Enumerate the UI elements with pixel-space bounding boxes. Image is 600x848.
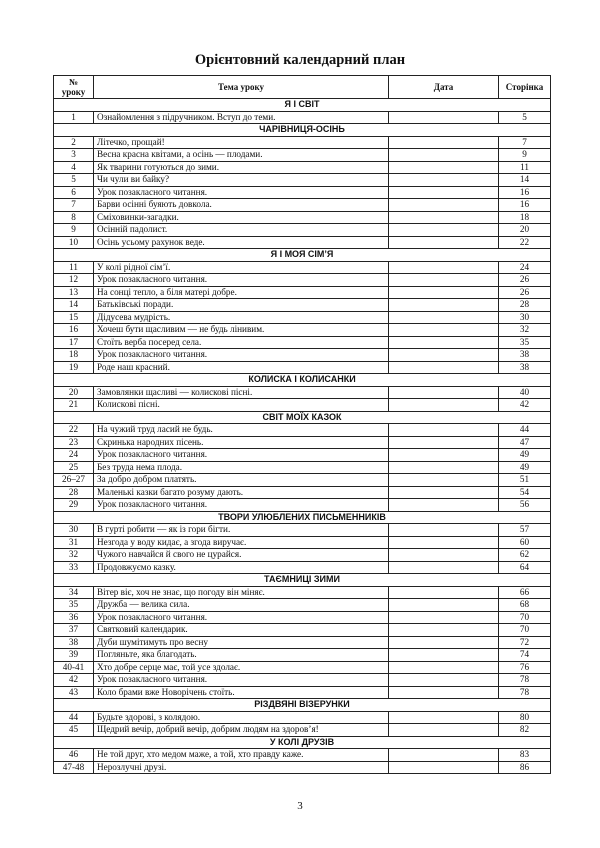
lesson-topic-cell: Колискові пісні. — [94, 399, 389, 412]
lesson-number-cell: 30 — [54, 524, 94, 537]
lesson-topic-cell: Маленькі казки багато розуму дають. — [94, 486, 389, 499]
lesson-date-cell — [389, 199, 499, 212]
lesson-page-cell: 80 — [499, 711, 551, 724]
lesson-topic-cell: Коло брами вже Новорічень стоїть. — [94, 686, 389, 699]
section-row — [54, 699, 551, 712]
lesson-page-cell: 60 — [499, 536, 551, 549]
lesson-date-cell — [389, 261, 499, 274]
lesson-date-cell — [389, 311, 499, 324]
lesson-page-cell: 7 — [499, 136, 551, 149]
section-title: Я І СВІТ — [54, 99, 551, 112]
table-row — [54, 111, 551, 124]
table-row — [54, 311, 551, 324]
lesson-date-cell — [389, 286, 499, 299]
lesson-topic-cell: Погляньте, яка благодать. — [94, 649, 389, 662]
lesson-topic-cell: Урок позакласного читання. — [94, 186, 389, 199]
section-title: ТВОРИ УЛЮБЛЕНИХ ПИСЬМЕННИКІВ — [54, 511, 551, 524]
header-date: Дата — [389, 76, 499, 99]
lesson-number-cell: 18 — [54, 349, 94, 362]
lesson-date-cell — [389, 611, 499, 624]
lesson-date-cell — [389, 224, 499, 237]
lesson-date-cell — [389, 474, 499, 487]
lesson-date-cell — [389, 461, 499, 474]
lesson-topic-cell: Весна красна квітами, а осінь — плодами. — [94, 149, 389, 162]
table-row — [54, 449, 551, 462]
lesson-number-cell: 35 — [54, 599, 94, 612]
lesson-page-cell: 57 — [499, 524, 551, 537]
section-row — [54, 574, 551, 587]
lesson-date-cell — [389, 561, 499, 574]
header-lesson-number — [54, 76, 94, 99]
lesson-number-cell: 34 — [54, 586, 94, 599]
table-row — [54, 661, 551, 674]
lesson-topic-cell: Щедрий вечір, добрий вечір, добрим людям на здоров’я! — [94, 724, 389, 737]
lesson-number-cell: 37 — [54, 624, 94, 637]
table-row — [54, 199, 551, 212]
lesson-page-cell: 16 — [499, 199, 551, 212]
lesson-date-cell — [389, 624, 499, 637]
lesson-page-cell: 68 — [499, 599, 551, 612]
lesson-number-cell: 1 — [54, 111, 94, 124]
lesson-number-cell: 11 — [54, 261, 94, 274]
lesson-number-cell: 40-41 — [54, 661, 94, 674]
lesson-topic-cell: Чужого навчайся й свого не цурайся. — [94, 549, 389, 562]
lesson-date-cell — [389, 324, 499, 337]
lesson-page-cell: 76 — [499, 661, 551, 674]
lesson-topic-cell: Незгода у воду кидає, а згода виручає. — [94, 536, 389, 549]
lesson-topic-cell: Стоїть верба посеред села. — [94, 336, 389, 349]
table-body — [54, 99, 551, 774]
table-row — [54, 761, 551, 774]
section-title: КОЛИСКА І КОЛИСАНКИ — [54, 374, 551, 387]
lesson-date-cell — [389, 711, 499, 724]
lesson-page-cell: 44 — [499, 424, 551, 437]
table-row — [54, 299, 551, 312]
section-row — [54, 374, 551, 387]
table-row — [54, 674, 551, 687]
section-row — [54, 249, 551, 262]
lesson-number-cell: 19 — [54, 361, 94, 374]
header-page: Сторінка — [499, 76, 551, 99]
lesson-page-cell: 35 — [499, 336, 551, 349]
page-title: Орієнтовний календарний план — [194, 52, 406, 68]
lesson-topic-cell: Замовлянки щасливі — колискові пісні. — [94, 386, 389, 399]
lesson-date-cell — [389, 586, 499, 599]
section-title: СВІТ МОЇХ КАЗОК — [54, 411, 551, 424]
lesson-page-cell: 38 — [499, 349, 551, 362]
lesson-topic-cell: Урок позакласного читання. — [94, 499, 389, 512]
lesson-topic-cell: Сміховинки-загадки. — [94, 211, 389, 224]
lesson-number-cell: 21 — [54, 399, 94, 412]
lesson-date-cell — [389, 111, 499, 124]
lesson-number-cell: 22 — [54, 424, 94, 437]
lesson-number-cell: 23 — [54, 436, 94, 449]
lesson-topic-cell: Дуби шумітимуть про весну — [94, 636, 389, 649]
lesson-number-cell: 5 — [54, 174, 94, 187]
lesson-number-cell: 24 — [54, 449, 94, 462]
table-row — [54, 524, 551, 537]
lesson-page-cell: 72 — [499, 636, 551, 649]
lesson-topic-cell: Урок позакласного читання. — [94, 274, 389, 287]
header-lesson-word: уроку — [61, 87, 86, 97]
lesson-page-cell: 51 — [499, 474, 551, 487]
lesson-topic-cell: Не той друг, хто медом маже, а той, хто правду каже. — [94, 749, 389, 762]
lesson-date-cell — [389, 274, 499, 287]
lesson-date-cell — [389, 749, 499, 762]
table-row — [54, 136, 551, 149]
lesson-date-cell — [389, 449, 499, 462]
table-row — [54, 724, 551, 737]
lesson-topic-cell: Літечко, прощай! — [94, 136, 389, 149]
lesson-date-cell — [389, 186, 499, 199]
lesson-topic-cell: Скринька народних пісень. — [94, 436, 389, 449]
lesson-date-cell — [389, 636, 499, 649]
table-row — [54, 361, 551, 374]
table-row — [54, 236, 551, 249]
lesson-number-cell: 3 — [54, 149, 94, 162]
lesson-page-cell: 30 — [499, 311, 551, 324]
lesson-topic-cell: Продовжуємо казку. — [94, 561, 389, 574]
lesson-number-cell: 8 — [54, 211, 94, 224]
lesson-page-cell: 49 — [499, 449, 551, 462]
lesson-date-cell — [389, 649, 499, 662]
lesson-date-cell — [389, 386, 499, 399]
lesson-page-cell: 14 — [499, 174, 551, 187]
table-row — [54, 324, 551, 337]
lesson-date-cell — [389, 136, 499, 149]
lesson-topic-cell: Без труда нема плода. — [94, 461, 389, 474]
lesson-number-cell: 17 — [54, 336, 94, 349]
header-number-sign: № — [68, 77, 79, 87]
lesson-number-cell: 32 — [54, 549, 94, 562]
section-row — [54, 736, 551, 749]
lesson-number-cell: 29 — [54, 499, 94, 512]
lesson-date-cell — [389, 499, 499, 512]
lesson-page-cell: 83 — [499, 749, 551, 762]
table-row — [54, 336, 551, 349]
table-row — [54, 161, 551, 174]
lesson-date-cell — [389, 686, 499, 699]
lesson-topic-cell: Осінь усьому рахунок веде. — [94, 236, 389, 249]
lesson-topic-cell: Роде наш красний. — [94, 361, 389, 374]
lesson-page-cell: 49 — [499, 461, 551, 474]
lesson-number-cell: 6 — [54, 186, 94, 199]
lesson-number-cell: 4 — [54, 161, 94, 174]
lesson-date-cell — [389, 349, 499, 362]
lesson-page-cell: 64 — [499, 561, 551, 574]
lesson-topic-cell: Урок позакласного читання. — [94, 611, 389, 624]
section-row — [54, 99, 551, 112]
lesson-topic-cell: На сонці тепло, а біля матері добре. — [94, 286, 389, 299]
table-row — [54, 274, 551, 287]
table-row — [54, 536, 551, 549]
lesson-date-cell — [389, 361, 499, 374]
lesson-date-cell — [389, 724, 499, 737]
lesson-number-cell: 47-48 — [54, 761, 94, 774]
table-row — [54, 186, 551, 199]
lesson-page-cell: 28 — [499, 299, 551, 312]
lesson-topic-cell: Урок позакласного читання. — [94, 674, 389, 687]
lesson-page-cell: 20 — [499, 224, 551, 237]
lesson-page-cell: 54 — [499, 486, 551, 499]
lesson-page-cell: 47 — [499, 436, 551, 449]
table-row — [54, 586, 551, 599]
section-title: ТАЄМНИЦІ ЗИМИ — [54, 574, 551, 587]
table-row — [54, 386, 551, 399]
lesson-number-cell: 20 — [54, 386, 94, 399]
table-row — [54, 424, 551, 437]
lesson-date-cell — [389, 211, 499, 224]
lesson-date-cell — [389, 336, 499, 349]
lesson-number-cell: 44 — [54, 711, 94, 724]
lesson-topic-cell: Нерозлучні друзі. — [94, 761, 389, 774]
section-title: РІЗДВЯНІ ВІЗЕРУНКИ — [54, 699, 551, 712]
lesson-page-cell: 66 — [499, 586, 551, 599]
section-title: У КОЛІ ДРУЗІВ — [54, 736, 551, 749]
lesson-number-cell: 2 — [54, 136, 94, 149]
lesson-topic-cell: Вітер віє, хоч не знає, що погоду він міняє. — [94, 586, 389, 599]
table-row — [54, 686, 551, 699]
table-row — [54, 649, 551, 662]
lesson-number-cell: 16 — [54, 324, 94, 337]
lesson-page-cell: 78 — [499, 674, 551, 687]
table-row — [54, 474, 551, 487]
lesson-date-cell — [389, 174, 499, 187]
lesson-number-cell: 31 — [54, 536, 94, 549]
lesson-number-cell: 28 — [54, 486, 94, 499]
table-row — [54, 174, 551, 187]
lesson-number-cell: 15 — [54, 311, 94, 324]
lesson-number-cell: 36 — [54, 611, 94, 624]
lesson-topic-cell: Барви осінні буяють довкола. — [94, 199, 389, 212]
lesson-page-cell: 5 — [499, 111, 551, 124]
section-row — [54, 124, 551, 137]
lesson-topic-cell: В гурті робити — як із гори бігти. — [94, 524, 389, 537]
section-title: ЧАРІВНИЦЯ-ОСІНЬ — [54, 124, 551, 137]
table-row — [54, 461, 551, 474]
lesson-topic-cell: Урок позакласного читання. — [94, 449, 389, 462]
lesson-topic-cell: Хочеш бути щасливим — не будь лінивим. — [94, 324, 389, 337]
lesson-topic-cell: Батьківські поради. — [94, 299, 389, 312]
lesson-number-cell: 9 — [54, 224, 94, 237]
lesson-topic-cell: Дружба — велика сила. — [94, 599, 389, 612]
lesson-date-cell — [389, 424, 499, 437]
lesson-date-cell — [389, 161, 499, 174]
lesson-page-cell: 22 — [499, 236, 551, 249]
lesson-page-cell: 74 — [499, 649, 551, 662]
lesson-number-cell: 39 — [54, 649, 94, 662]
lesson-topic-cell: Хто добре серце має, той усе здолає. — [94, 661, 389, 674]
lesson-page-cell: 70 — [499, 624, 551, 637]
table-row — [54, 399, 551, 412]
lesson-page-cell: 62 — [499, 549, 551, 562]
lesson-date-cell — [389, 236, 499, 249]
table-row — [54, 486, 551, 499]
lesson-page-cell: 24 — [499, 261, 551, 274]
page-number: 3 — [297, 800, 303, 812]
lesson-date-cell — [389, 549, 499, 562]
lesson-date-cell — [389, 761, 499, 774]
lesson-topic-cell: Осінній падолист. — [94, 224, 389, 237]
lesson-number-cell: 13 — [54, 286, 94, 299]
lesson-date-cell — [389, 149, 499, 162]
table-row — [54, 624, 551, 637]
lesson-number-cell: 46 — [54, 749, 94, 762]
lesson-page-cell: 86 — [499, 761, 551, 774]
section-title: Я І МОЯ СІМ’Я — [54, 249, 551, 262]
lesson-topic-cell: За добро добром платять. — [94, 474, 389, 487]
lesson-topic-cell: Як тварини готуються до зими. — [94, 161, 389, 174]
lesson-page-cell: 18 — [499, 211, 551, 224]
lesson-number-cell: 14 — [54, 299, 94, 312]
calendar-plan-table — [53, 75, 551, 774]
table-row — [54, 549, 551, 562]
table-row — [54, 211, 551, 224]
lesson-page-cell: 40 — [499, 386, 551, 399]
lesson-page-cell: 32 — [499, 324, 551, 337]
lesson-date-cell — [389, 486, 499, 499]
lesson-date-cell — [389, 399, 499, 412]
lesson-date-cell — [389, 524, 499, 537]
lesson-date-cell — [389, 599, 499, 612]
lesson-date-cell — [389, 661, 499, 674]
table-row — [54, 261, 551, 274]
lesson-page-cell: 56 — [499, 499, 551, 512]
table-row — [54, 711, 551, 724]
lesson-date-cell — [389, 436, 499, 449]
table-row — [54, 561, 551, 574]
table-row — [54, 349, 551, 362]
table-header-row — [54, 76, 551, 99]
header-topic: Тема уроку — [94, 76, 389, 99]
lesson-page-cell: 16 — [499, 186, 551, 199]
lesson-number-cell: 25 — [54, 461, 94, 474]
table-row — [54, 611, 551, 624]
lesson-page-cell: 70 — [499, 611, 551, 624]
table-row — [54, 499, 551, 512]
lesson-number-cell: 12 — [54, 274, 94, 287]
lesson-number-cell: 33 — [54, 561, 94, 574]
lesson-page-cell: 78 — [499, 686, 551, 699]
table-row — [54, 436, 551, 449]
lesson-page-cell: 82 — [499, 724, 551, 737]
lesson-page-cell: 42 — [499, 399, 551, 412]
lesson-number-cell: 45 — [54, 724, 94, 737]
lesson-number-cell: 42 — [54, 674, 94, 687]
table-row — [54, 224, 551, 237]
lesson-page-cell: 11 — [499, 161, 551, 174]
table-row — [54, 599, 551, 612]
table-row — [54, 636, 551, 649]
table-row — [54, 286, 551, 299]
section-row — [54, 411, 551, 424]
lesson-topic-cell: Святковий календарик. — [94, 624, 389, 637]
lesson-topic-cell: Будьте здорові, з колядою. — [94, 711, 389, 724]
lesson-number-cell: 43 — [54, 686, 94, 699]
lesson-date-cell — [389, 536, 499, 549]
lesson-number-cell: 10 — [54, 236, 94, 249]
lesson-page-cell: 9 — [499, 149, 551, 162]
lesson-topic-cell: Урок позакласного читання. — [94, 349, 389, 362]
lesson-number-cell: 26–27 — [54, 474, 94, 487]
lesson-number-cell: 38 — [54, 636, 94, 649]
lesson-topic-cell: Дідусева мудрість. — [94, 311, 389, 324]
section-row — [54, 511, 551, 524]
lesson-topic-cell: У колі рідної сім’ї. — [94, 261, 389, 274]
lesson-topic-cell: Ознайомлення з підручником. Вступ до теми. — [94, 111, 389, 124]
table-row — [54, 149, 551, 162]
lesson-number-cell: 7 — [54, 199, 94, 212]
lesson-page-cell: 26 — [499, 286, 551, 299]
lesson-date-cell — [389, 299, 499, 312]
lesson-page-cell: 38 — [499, 361, 551, 374]
lesson-date-cell — [389, 674, 499, 687]
lesson-page-cell: 26 — [499, 274, 551, 287]
lesson-topic-cell: Чи чули ви байку? — [94, 174, 389, 187]
lesson-topic-cell: На чужий труд ласий не будь. — [94, 424, 389, 437]
table-row — [54, 749, 551, 762]
